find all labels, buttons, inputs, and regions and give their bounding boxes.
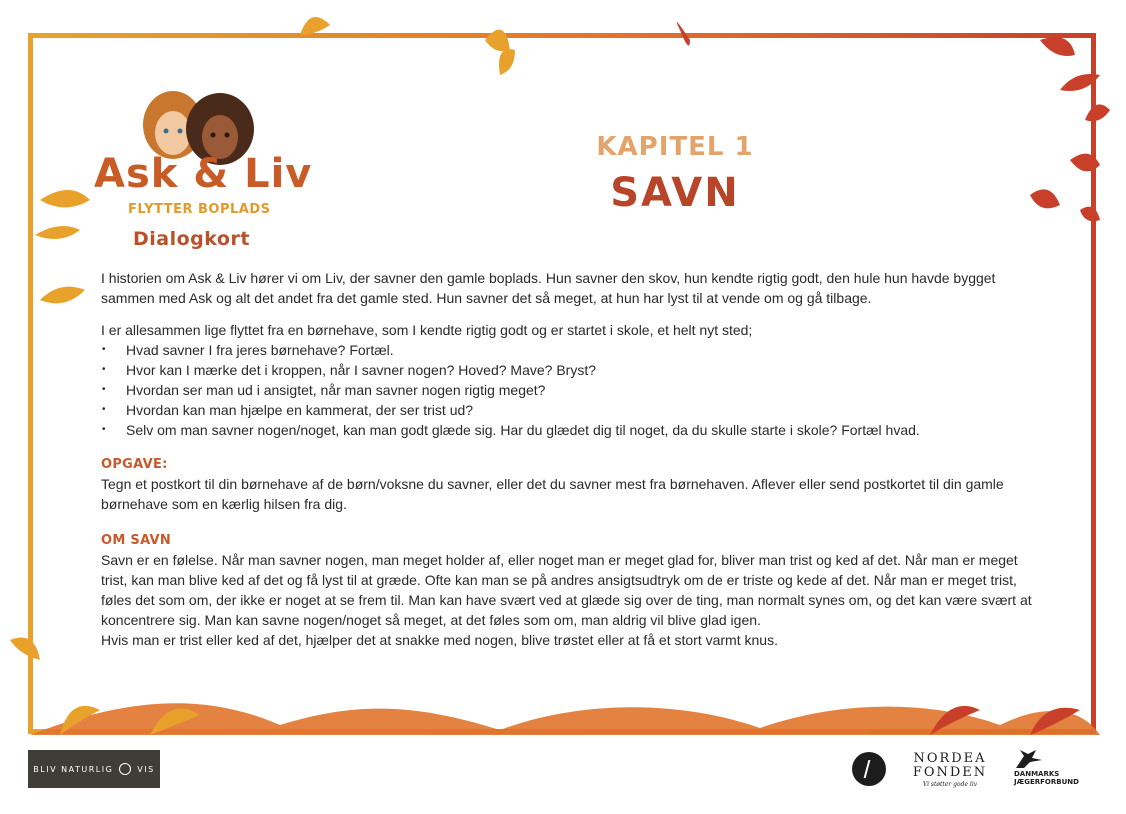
- about-text: Savn er en følelse. Når man savner nogen, man meget holder af, eller noget man er meget glad for, bliver man trist og ked af det. Når man er meget trist, kan man blive ked af det og få lyst til at græde. Ofte kan man se på andres ansigtsudtryk om de er triste og kede af det. Når man er meget trist, føles det som om, der ikke er noget at se frem til. Man kan have svært ved at glæde sig over de ting, man normalt synes om, og det kan være svært at koncentrere sig. Man kan savne nogen/noget så meget, at det føles som om, man aldrig vil blive glad igen.: [101, 552, 1032, 628]
- nordea-tagline: Vi støtter gode liv: [922, 781, 978, 788]
- intro-paragraph: I historien om Ask & Liv hører vi om Liv, der savner den gamle boplads. Hun savner den skov, hun kendte rigtig godt, den hule hun havde bygget sammen med Ask og alt det andet fra det gamle sted. Hun savner det så meget, at hun har lyst til at vende om og gå tilbage.: [101, 270, 996, 306]
- lead-paragraph: I er allesammen lige flyttet fra en børnehave, som I kendte rigtig godt og er startet i skole, et helt nyt sted;: [101, 322, 753, 338]
- question-list: [101, 340, 1036, 440]
- badge-right-text: VIS: [137, 764, 155, 774]
- list-item: • Hvad savner I fra jeres børnehave? Fortæl.: [101, 340, 1036, 360]
- brand-cards-label: Dialogkort: [133, 228, 250, 250]
- chapter-title: SAVN: [610, 170, 740, 216]
- nordea-line-1: NORDEA: [913, 751, 987, 766]
- bliv-naturlig-vis-logo: [28, 750, 160, 788]
- dj-line-1: DANMARKS: [1014, 770, 1060, 778]
- list-item: • Hvordan kan man hjælpe en kammerat, der ser trist ud?: [101, 400, 1036, 420]
- dj-line-2: JÆGERFORBUND: [1014, 778, 1079, 786]
- card-content: [101, 268, 1036, 650]
- task-text: Tegn et postkort til din børnehave af de børn/voksne du savner, eller det du savner mest fra børnehaven. Aflever eller send postkortet til din gamle børnehave som en kærlig hilsen fra dig.: [101, 476, 1004, 512]
- brand-title: Ask & Liv: [94, 151, 313, 197]
- list-item: • Hvor kan I mærke det i kroppen, når I savner nogen? Hoved? Mave? Bryst?: [101, 360, 1036, 380]
- about-heading: OM SAVN: [101, 533, 172, 548]
- owl-icon: [119, 763, 131, 775]
- task-heading: OPGAVE:: [101, 457, 168, 472]
- brand-logo: [88, 85, 318, 255]
- nordea-line-2: FONDEN: [912, 765, 988, 780]
- brand-subtitle: FLYTTER BOPLADS: [128, 202, 271, 217]
- list-item: • Selv om man savner nogen/noget, kan man godt glæde sig. Har du glædet dig til noget, da du skulle starte i skole? Fortæl hvad.: [101, 420, 1036, 440]
- nordea-fonden-logo: [910, 752, 990, 790]
- badge-left-text: BLIV NATURLIG: [33, 764, 114, 774]
- sponsor-seal-icon: [852, 752, 886, 786]
- about-text-2: Hvis man er trist eller ked af det, hjælper det at snakke med nogen, blive trøstet eller at få et stort varmt knus.: [101, 632, 778, 648]
- list-item: • Hvordan ser man ud i ansigtet, når man savner nogen rigtig meget?: [101, 380, 1036, 400]
- bird-icon: [1014, 748, 1044, 770]
- danmarks-jaegerforbund-logo: [1010, 748, 1090, 790]
- chapter-label: KAPITEL 1: [596, 132, 754, 162]
